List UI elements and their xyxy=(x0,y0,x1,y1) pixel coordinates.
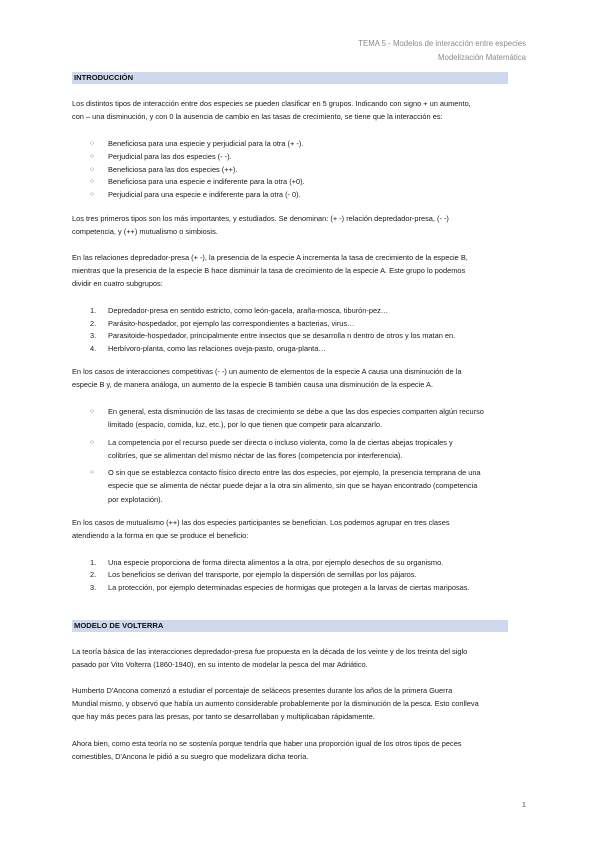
page-number: 1 xyxy=(521,800,526,809)
text-line: comestibles, D'Ancona le pidió a su suegro que modelizara dicha teoría. xyxy=(72,752,309,762)
text-line: En los casos de interacciones competitivas (- -) un aumento de elementos de la especie A causa una disminución de la xyxy=(72,367,462,376)
text-line: La teoría básica de las interacciones depredador-presa fue propuesta en la década de los veinte y de los treinta del siglo xyxy=(72,647,468,656)
paragraph-volterra-theory xyxy=(72,645,512,671)
paragraph-main-types xyxy=(72,212,512,238)
paragraph-model-request xyxy=(72,737,512,763)
text-line: mientras que la presencia de la especie B hace disminuir la tasa de crecimiento de la especie A. Este grupo lo podemos xyxy=(72,266,466,276)
text-line: En las relaciones depredador-presa (+ -), la presencia de la especie A incrementa la tasa de crecimiento de la especie B, xyxy=(72,253,468,262)
bullet-icon: ○ xyxy=(90,178,94,185)
text-line: competencia, y (++) mutualismo o simbiosis. xyxy=(72,227,218,237)
text-line: pasado por Vito Volterra (1860-1940), en su intento de modelar la pesca del mar Adriático. xyxy=(72,660,368,670)
text-line: con – una disminución, y con 0 la ausencia de cambio en las tasas de crecimiento, se tiene que la interacción es: xyxy=(72,112,443,122)
text-line: atendiendo a la forma en que se produce el beneficio: xyxy=(72,531,249,541)
text-line: dividir en cuatro subgrupos: xyxy=(72,279,163,289)
section-title-modelo-volterra: MODELO DE VOLTERRA xyxy=(72,620,508,632)
bullet-icon: ○ xyxy=(90,408,94,415)
header-subject: Modelización Matemática xyxy=(438,52,526,62)
document-page: TEMA 5 - Modelos de interacción entre especies Modelización Matemática INTRODUCCIÓN Los distintos tipos de interacción entre dos especies se pueden clasificar en 5 grupos. Indicando con signo + un aumento, con – una disminución, y con 0 la ausencia de cambio en las tasas de crecimiento, se tiene que la interacción es: ○ Beneficiosa para una especie y perjudicial para la otra (+ -). ○ Perjudicial para las dos especies (- -). ○ Beneficiosa para las dos especies (++). ○ Beneficiosa para una especie e indiferente para la otra (+0). ○ Perjudicial para una especie e indiferente para la otra (- 0). Los tres primeros tipos son los más importantes, y estudiados. Se denominan: (+ -) relación depredador-presa, (- -) competencia, y (++) mutualismo o simbiosis. En las relaciones depredador-presa (+ -), la presencia de la especie A incrementa la tasa de crecimiento de la especie B, mientras que la presencia de la especie B hace disminuir la tasa de crecimiento de la especie A. Este grupo lo podemos dividir en cuatro subgrupos: 1. Depredador-presa en sentido estricto, como león-gacela, araña-mosca, tiburón-pez… 2. Parásito-hospedador, por ejemplo las correspondientes a bacterias, virus… 3. Parasitoide-hospedador, principalmente entre insectos que se desarrolla n dentro de otros y los matan en. 4. Herbívoro-planta, como las relaciones oveja-pasto, oruga-planta… En los casos de interacciones competitivas (- -) un aumento de elementos de la especie A causa una disminución de la especie B y, de manera análoga, un aumento de la especie B también causa una disminución de la especie A. ○ En general, esta disminución de las tasas de crecimiento se debe a que las dos especies comparten algún recurso limitado (espacio, comida, luz, etc.), por lo que tienen que competir para alcanzarlo. ○ La competencia por el recurso puede ser directa o incluso violenta, como la de ciertas abejas tropicales y colibríes, que se alimentan del mismo néctar de las flores (competencia por interferencia). ○ O sin que se establezca contacto físico directo entre las dos especies, por ejemplo, la presencia temprana de una especie que se alimenta de néctar puede dejar a la otra sin alimento, sin que se hayan encontrado (competencia por explotación). En los casos de mutualismo (++) las dos especies participantes se benefician. Los podemos agrupar en tres clases atendiendo a la forma en que se produce el beneficio: 1. Una especie proporciona de forma directa alimentos a la otra, por ejemplo desechos de su organismo. 2. Los beneficios se derivan del transporte, por ejemplo la dispersión de semillas por los pájaros. 3. La protección, por ejemplo determinadas especies de hormigas que protegen a la larvas de ciertas mariposas. MODELO DE VOLTERRA La teoría básica de las interacciones depredador-presa fue propuesta en la década de los veinte y de los treinta del siglo pasado por Vito Volterra (1860-1940), en su intento de modelar la pesca del mar Adriático. Humberto D'Ancona comenzó a estudiar el porcentaje de seláceos presentes durante los años de la primera Guerra Mundial mismo, y observó que había un aumento considerable probablemente por la disminución de la pesca. Esto conlleva que hay más peces para las presas, por tanto se desarrollaban y multiplicaban rápidamente. Ahora bien, como esta teoría no se sostenía porque tendría que haber una proporción igual de los otros tipos de peces comestibles, D'Ancona le pidió a su suegro que modelizara dicha teoría. 1 xyxy=(72,39,526,809)
bullet-icon: ○ xyxy=(90,469,94,476)
page-header xyxy=(358,37,526,64)
bullet-icon: ○ xyxy=(90,153,94,160)
bullet-icon: ○ xyxy=(90,439,94,446)
text-line: que hay más peces para las presas, por tanto se desarrollaban y multiplicaban rápidamente. xyxy=(72,712,375,722)
text-line: Mundial mismo, y observó que había un aumento considerable probablemente por la disminución de la pesca. Esto conlleva xyxy=(72,699,479,709)
bullet-icon: ○ xyxy=(90,166,94,173)
paragraph-dancona xyxy=(72,684,512,724)
text-line: Ahora bien, como esta teoría no se sostenía porque tendría que haber una proporción igual de los otros tipos de peces xyxy=(72,739,462,748)
text-line: En los casos de mutualismo (++) las dos especies participantes se benefician. Los podemos agrupar en tres clases xyxy=(72,518,450,527)
bullet-icon: ○ xyxy=(90,140,94,147)
paragraph-mutualism xyxy=(72,516,512,542)
text-line: especie B y, de manera análoga, un aumento de la especie B también causa una disminución de la especie A. xyxy=(72,380,434,390)
paragraph-predator-prey xyxy=(72,251,512,291)
bullet-icon: ○ xyxy=(90,191,94,198)
text-line: Los distintos tipos de interacción entre dos especies se pueden clasificar en 5 grupos. Indicando con signo + un aumento, xyxy=(72,99,471,108)
text-line: Humberto D'Ancona comenzó a estudiar el porcentaje de seláceos presentes durante los años de la primera Guerra xyxy=(72,686,453,695)
text-line: Los tres primeros tipos son los más importantes, y estudiados. Se denominan: (+ -) relación depredador-presa, (- -) xyxy=(72,214,449,223)
section-title-introduccion: INTRODUCCIÓN xyxy=(72,72,508,84)
intro-paragraph xyxy=(72,97,512,123)
header-topic: TEMA 5 - Modelos de interacción entre especies xyxy=(358,39,526,48)
paragraph-competition xyxy=(72,365,512,391)
